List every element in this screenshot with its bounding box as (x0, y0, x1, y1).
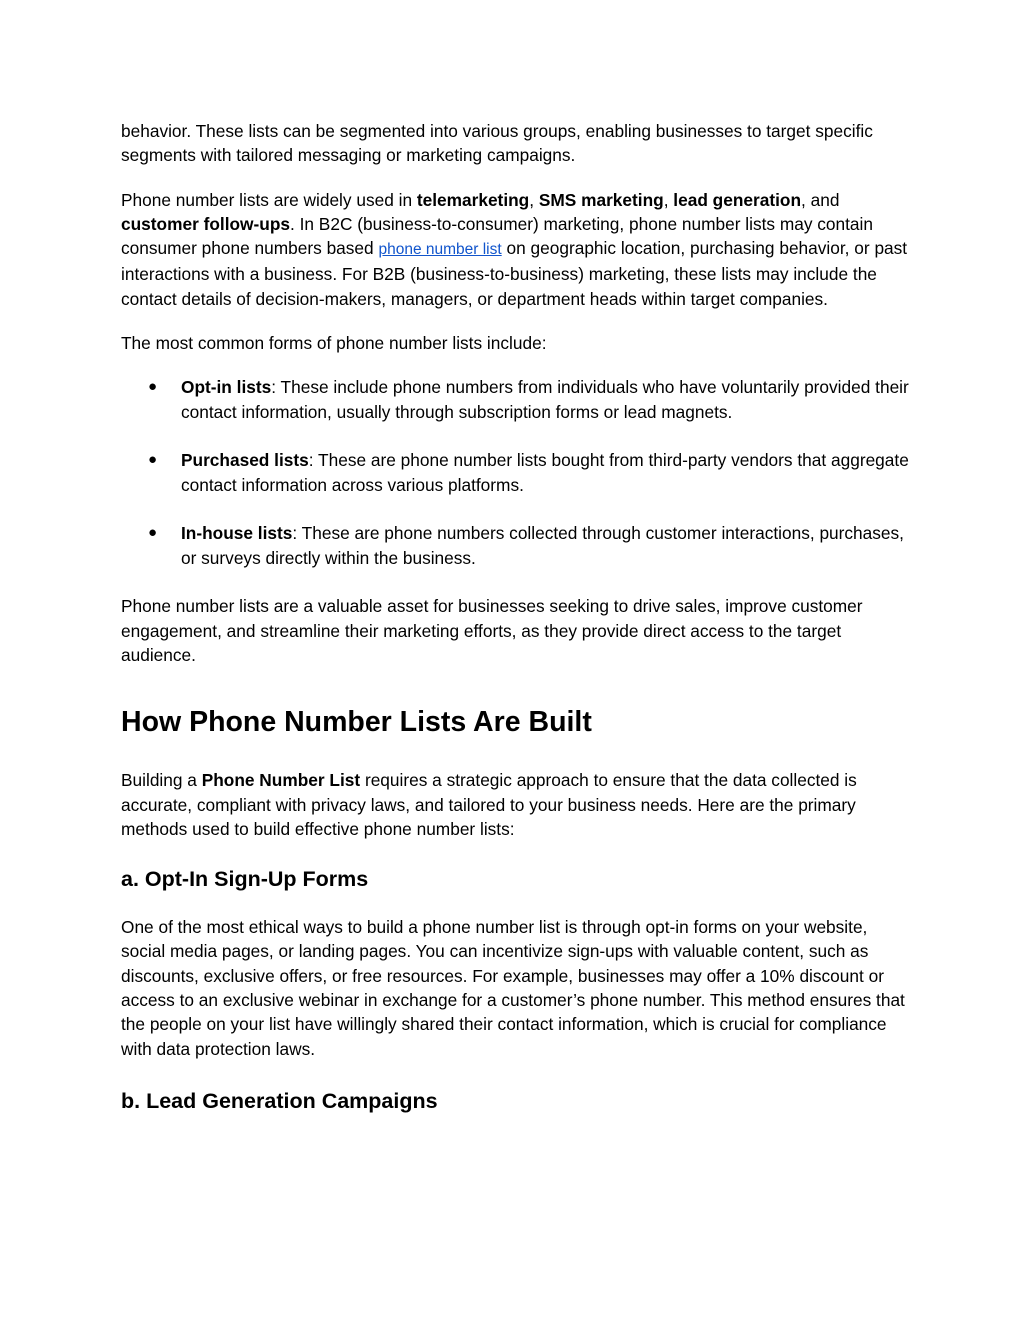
bold-lead-generation: lead generation (673, 189, 802, 210)
bold-telemarketing: telemarketing (416, 189, 530, 210)
list-item-term: Purchased lists (181, 450, 309, 471)
text-run: , and (801, 189, 840, 210)
list-item (121, 448, 911, 497)
bullet-icon: ● (148, 378, 158, 396)
paragraph-segmentation: behavior. These lists can be segmented into various groups, enabling businesses to target specific segments with tailored messaging or marketing campaigns. (121, 121, 873, 166)
paragraph-value: Phone number lists are a valuable asset for businesses seeking to drive sales, improve customer engagement, and streamline their marketing efforts, as they provide direct access to the target audience. (121, 596, 863, 665)
paragraph-usage (121, 188, 911, 311)
list-item (121, 375, 911, 424)
list-item-text: : These include phone numbers from individuals who have voluntarily provided their contact information, usually through subscription forms or lead magnets. (181, 377, 909, 422)
bold-phone-number-list: Phone Number List (201, 770, 361, 791)
paragraph-common-forms-intro: The most common forms of phone number lists include: (121, 333, 547, 354)
text-run: , (663, 189, 674, 210)
section-heading-text: How Phone Number Lists Are Built (121, 706, 592, 739)
text-run: on geographic location, purchasing behavior, or past interactions with a business. For B2B (business-to-business) marketing, these lists may include the contact details of decision-makers, managers, or department heads within target companies. (121, 238, 908, 309)
bold-customer-follow-ups: customer follow-ups (121, 213, 290, 234)
text-run: . In B2C (business-to-consumer) marketing, phone number lists may contain consumer phone numbers based (121, 213, 873, 259)
text-run: Building a (121, 770, 202, 791)
list-item-text: : These are phone numbers collected through customer interactions, purchases, or surveys directly within the business. (181, 523, 904, 568)
subheading-lead-generation: b. Lead Generation Campaigns (121, 1088, 438, 1113)
bullet-icon: ● (148, 451, 158, 469)
paragraph-opt-in-forms: One of the most ethical ways to build a phone number list is through opt-in forms on your website, social media pages, or landing pages. You can incentivize sign-ups with valuable content, such as discounts, exclusive offers, or free resources. For example, businesses may offer a 10% discount or access to an exclusive webinar in exchange for a customer’s phone number. This method ensures that the people on your list have willingly shared their contact information, which is crucial for compliance with data protection laws. (121, 917, 905, 1059)
text-run: requires a strategic approach to ensure that the data collected is accurate, compliant with privacy laws, and tailored to your business needs. Here are the primary methods used to build effective phone number lists: (121, 770, 857, 839)
list-item-term: Opt-in lists (181, 377, 272, 398)
phone-number-list-link[interactable]: phone number list (378, 241, 502, 259)
section-heading (121, 705, 911, 739)
list-item-text: : These are phone number lists bought from third-party vendors that aggregate contact information across various platforms. (181, 450, 909, 495)
list-item (121, 521, 911, 570)
list-item-term: In-house lists (181, 523, 293, 544)
forms-bullet-list (121, 375, 911, 570)
text-run: , (529, 189, 539, 210)
subheading-opt-in-forms: a. Opt-In Sign-Up Forms (121, 867, 369, 892)
bullet-icon: ● (148, 524, 158, 542)
bold-sms-marketing: SMS marketing (538, 189, 664, 210)
paragraph-building-intro (121, 768, 911, 841)
document-page (121, 119, 911, 1137)
text-run: Phone number lists are widely used in (121, 189, 417, 210)
